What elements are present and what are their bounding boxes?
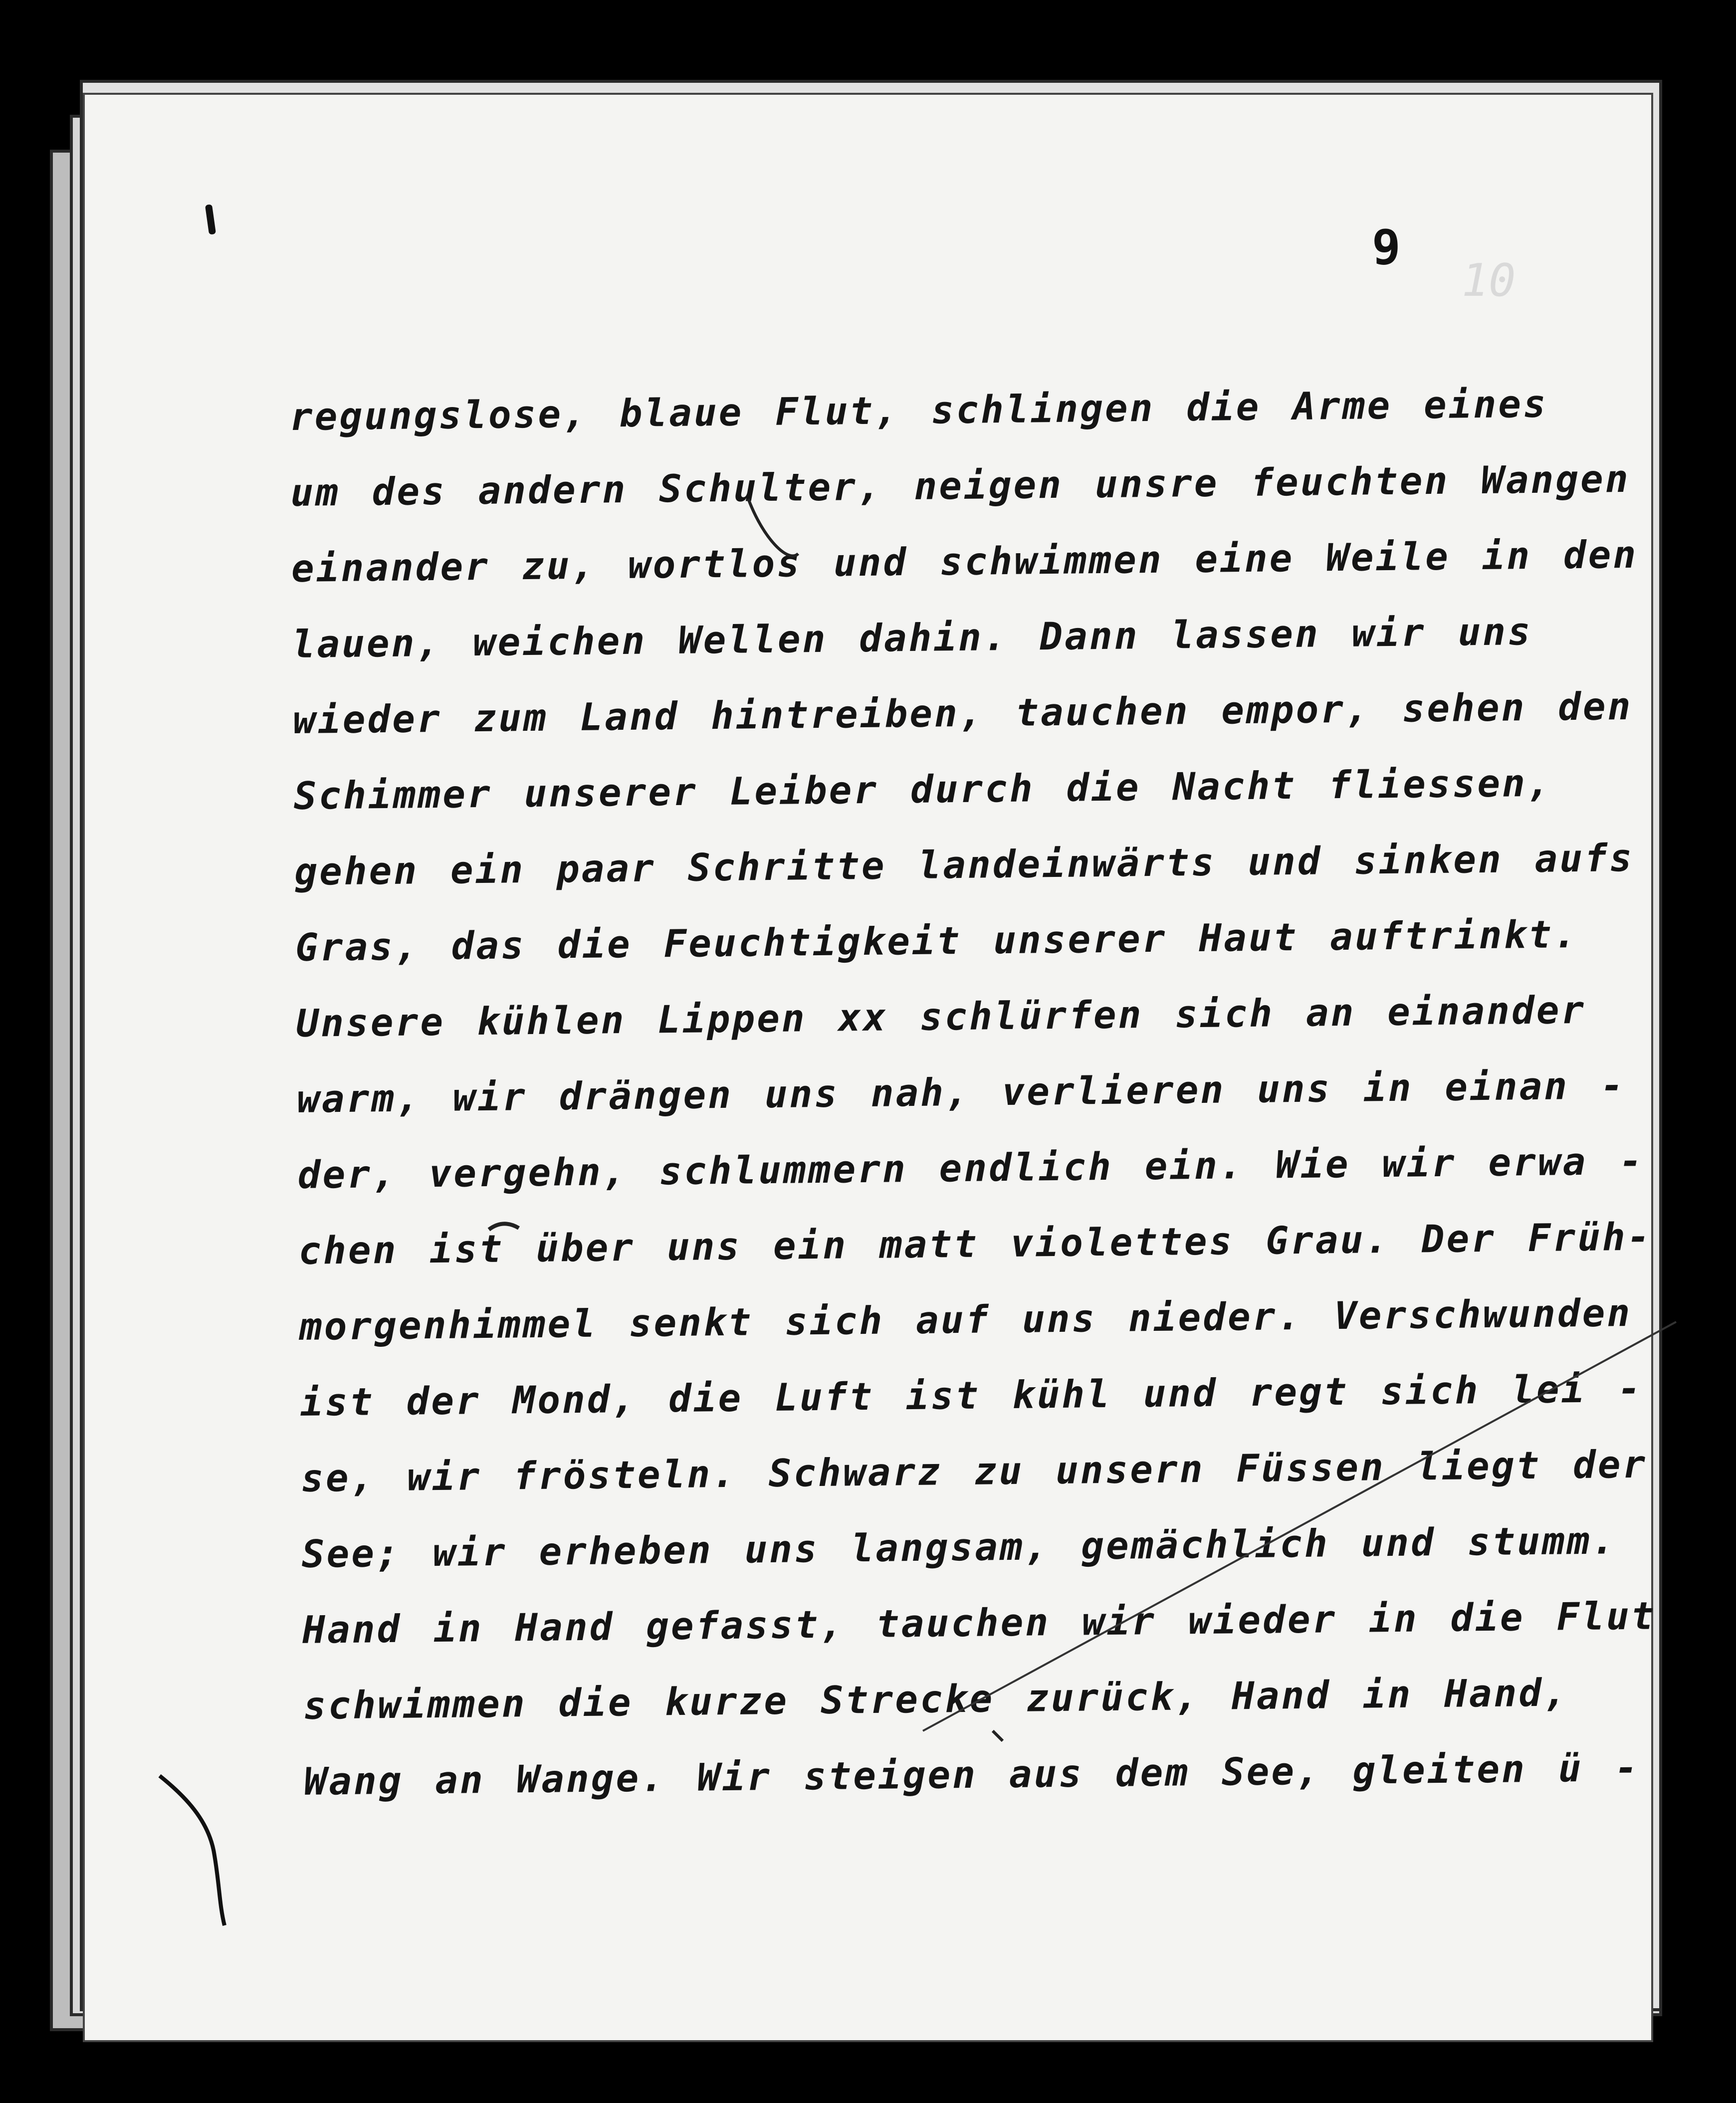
ink-stroke-correction [748,499,798,556]
text-line: regungslose, blaue Flut, schlingen die Arme eines [289,381,1548,439]
text-line: morgenhimmel senkt sich auf uns nieder. Verschwunden [299,1290,1632,1349]
ink-mark-small [993,1731,1003,1741]
text-line: lauen, weichen Wellen dahin. Dann lassen wir uns [292,609,1533,666]
text-line: Wang an Wange. Wir steigen aus dem See, gleiten ü - [303,1745,1640,1804]
text-line: Unsere kühlen Lippen xx schlürfen sich an einander [296,987,1586,1046]
text-line: um des andern Schulter, neigen unsre feuchten Wangen [290,456,1631,515]
ink-stroke-tilde [489,1224,519,1230]
text-line: chen ist über uns ein matt violettes Grau. Der Früh- [298,1214,1652,1273]
text-line: der, vergehn, schlummern endlich ein. Wie wir erwa - [297,1138,1645,1197]
text-line: gehen ein paar Schritte landeinwärts und sinken aufs [294,835,1634,894]
ghost-page-number: 10 [1462,254,1516,307]
text-line: ist der Mond, die Luft ist kühl und regt sich lei - [300,1366,1643,1425]
text-line: See; wir erheben uns langsam, gemächlich und stumm. [301,1518,1617,1576]
text-line: Gras, das die Feuchtigkeit unserer Haut auftrinkt. [295,912,1579,970]
text-line: wieder zum Land hintreiben, tauchen empor, sehen den [292,683,1633,742]
scratch-line [923,1322,1676,1731]
ink-stroke-margin [160,1776,224,1925]
page-number: 9 [1372,219,1401,275]
text-line: schwimmen die kurze Strecke zurück, Hand in Hand, [303,1670,1569,1728]
text-line: einander zu, wortlos und schwimmen eine Weile in den [291,532,1638,591]
text-line: Schimmer unserer Leiber durch die Nacht fliessen, [293,760,1552,818]
text-line: warm, wir drängen uns nah, verlieren uns in einan - [296,1063,1626,1121]
text-line: Hand in Hand gefasst, tauchen wir wieder in die Flut [302,1593,1656,1652]
text-line: se, wir frösteln. Schwarz zu unsern Füssen liegt der [300,1442,1648,1500]
